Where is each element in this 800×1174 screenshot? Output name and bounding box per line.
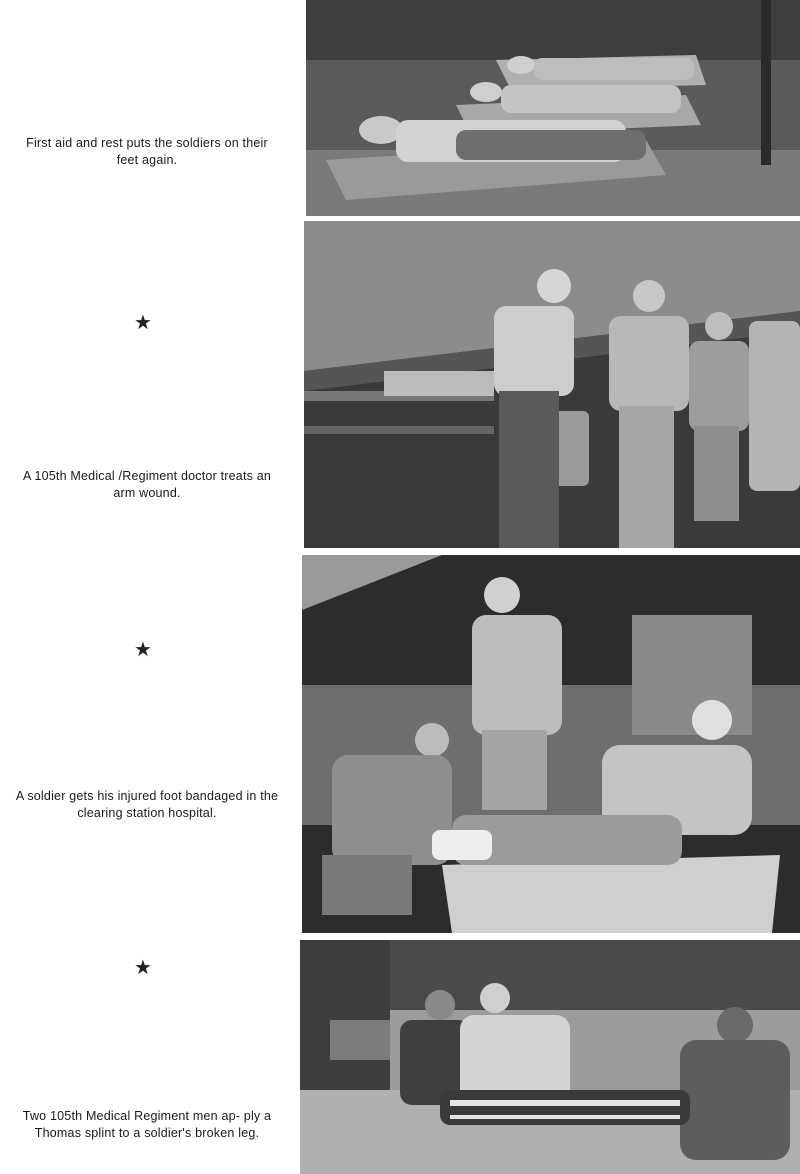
star-ornament-1: ★ [134,310,152,334]
photo-foot-bandage-art [302,555,800,933]
photo-soldiers-resting-art [306,0,800,216]
star-ornament-2: ★ [134,637,152,661]
caption-foot-bandage: A soldier gets his injured foot bandaged in the clearing station hospital. [15,789,279,820]
photo-foot-bandage [302,555,800,933]
star-ornament-3: ★ [134,955,152,979]
photo-arm-wound-art [304,221,800,548]
photo-arm-wound [304,221,800,548]
photo-thomas-splint-art [300,940,800,1174]
caption-first-aid: First aid and rest puts the soldiers on their feet again. [26,136,268,167]
photo-thomas-splint [300,940,800,1174]
photo-soldiers-resting [306,0,800,216]
caption-thomas-splint: Two 105th Medical Regiment men ap- ply a Thomas splint to a soldier's broken leg. [22,1109,272,1140]
caption-arm-wound: A 105th Medical /Regiment doctor treats an arm wound. [22,469,272,500]
